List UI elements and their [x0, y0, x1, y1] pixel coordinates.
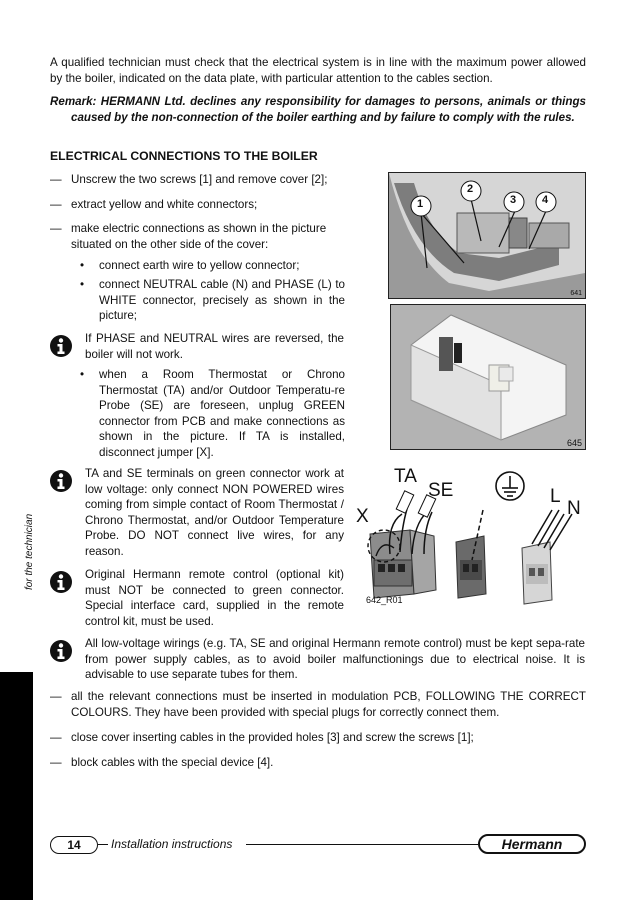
step-text: block cables with the special device [4]. [71, 756, 274, 769]
dash-symbol: — [50, 690, 62, 703]
label-l: L [550, 486, 561, 507]
label-ta: TA [394, 466, 417, 487]
bullet-dot: • [80, 278, 85, 291]
step-text: close cover inserting cables in the provided holes [3] and screw the screws [1]; [71, 731, 474, 744]
info-icon [50, 571, 72, 593]
callout-4: 4 [542, 194, 549, 206]
step-unscrew [50, 172, 350, 188]
callout-1: 1 [417, 198, 424, 210]
label-se: SE [428, 480, 454, 501]
footer-rule-left [98, 844, 108, 845]
dash-symbol: — [50, 756, 62, 769]
label-n: N [567, 498, 581, 519]
step-text: Unscrew the two screws [1] and remove cover [2]; [71, 173, 328, 186]
step-extract [50, 197, 350, 213]
connector-diagram [352, 464, 592, 622]
footer [50, 834, 590, 856]
dash-symbol: — [50, 731, 62, 744]
bullet-dot: • [80, 368, 85, 381]
bullet-text: when a Room Thermostat or Chrono Thermostat (TA) and/or Outdoor Temperatu-re Probe (SE) are foreseen, unplug GREEN connector from PCB and make connections as shown in the picture. If TA is installed, disconnect jumper [X]. [99, 368, 345, 459]
dash-symbol: — [50, 173, 62, 186]
bullet-text: connect NEUTRAL cable (N) and PHASE (L) to WHITE connector, precisely as shown in the picture; [99, 278, 345, 322]
info-icon [50, 470, 72, 492]
brand-name: Hermann [501, 836, 563, 852]
label-x: X [356, 506, 369, 527]
sidebar-caption: for the technician [24, 513, 35, 590]
bullet-text: connect earth wire to yellow connector; [99, 259, 300, 272]
bullet-earth [80, 258, 345, 274]
brand-logo [478, 834, 586, 854]
remark-block [50, 94, 586, 125]
info-icon [50, 640, 72, 662]
remark-text: Remark: HERMANN Ltd. declines any responsibility for damages to persons, animals or things caused by the non-connection of the boiler earthing and by failure to comply with the rules. [50, 95, 586, 124]
dash-symbol: — [50, 198, 62, 211]
bullet-neutral-phase [80, 277, 345, 324]
figure-label: 642_R01 [366, 595, 403, 605]
bullet-thermostat [80, 367, 345, 460]
page-number-box [50, 836, 98, 854]
step-text: all the relevant connections must be inserted in modulation PCB, FOLLOWING THE CORRECT COLOURS. They have been provided with special plugs for correctly connect them. [71, 690, 586, 719]
bullet-dot: • [80, 259, 85, 272]
callout-3: 3 [510, 194, 517, 206]
figure-label: 641 [570, 290, 582, 297]
step-connections [50, 221, 345, 252]
figure-label: 645 [566, 438, 582, 448]
dash-symbol: — [50, 222, 62, 235]
note-separate-wiring: All low-voltage wirings (e.g. TA, SE and original Hermann remote control) must be kept sepa-rate from power supply cables, as to avoid boiler malfunctionings due to electrical noise. It is advisable to use separate tubes for them. [85, 637, 585, 681]
section-title: ELECTRICAL CONNECTIONS TO THE BOILER [50, 149, 318, 163]
photo-boiler-cover [388, 172, 586, 299]
note-phase-neutral: If PHASE and NEUTRAL wires are reversed, the boiler will not work. [85, 332, 344, 361]
photo-connector-box [390, 304, 586, 450]
box-illustration [391, 305, 585, 449]
step-text: make electric connections as shown in the picture situated on the other side of the cover: [71, 222, 327, 251]
page-number: 14 [67, 838, 81, 852]
cover-illustration [389, 173, 585, 298]
footer-section: Installation instructions [111, 837, 233, 851]
note-remote-control: Original Hermann remote control (optional kit) must NOT be connected to green connector. Special interface card, supplied in the remote control kit, must be used. [85, 568, 344, 628]
info-icon [50, 335, 72, 357]
step-text: extract yellow and white connectors; [71, 198, 258, 211]
note-low-voltage: TA and SE terminals on green connector work at low voltage: only connect NON POWERED wires coming from simple contact of Room Thermostat / Chrono Thermostat, and/or Outdoor Temperature Probe. DO NOT connect live wires, for any reason. [85, 467, 344, 558]
footer-rule-right [246, 844, 478, 845]
callout-2: 2 [467, 183, 474, 195]
step-close-cover [50, 730, 586, 746]
sidebar-tab [0, 672, 33, 900]
step-block-cables [50, 755, 586, 771]
intro-paragraph: A qualified technician must check that the electrical system is in line with the maximum power allowed by the boiler, indicated on the data plate, with particular attention to the cables section. [50, 56, 586, 85]
step-pcb [50, 689, 586, 720]
